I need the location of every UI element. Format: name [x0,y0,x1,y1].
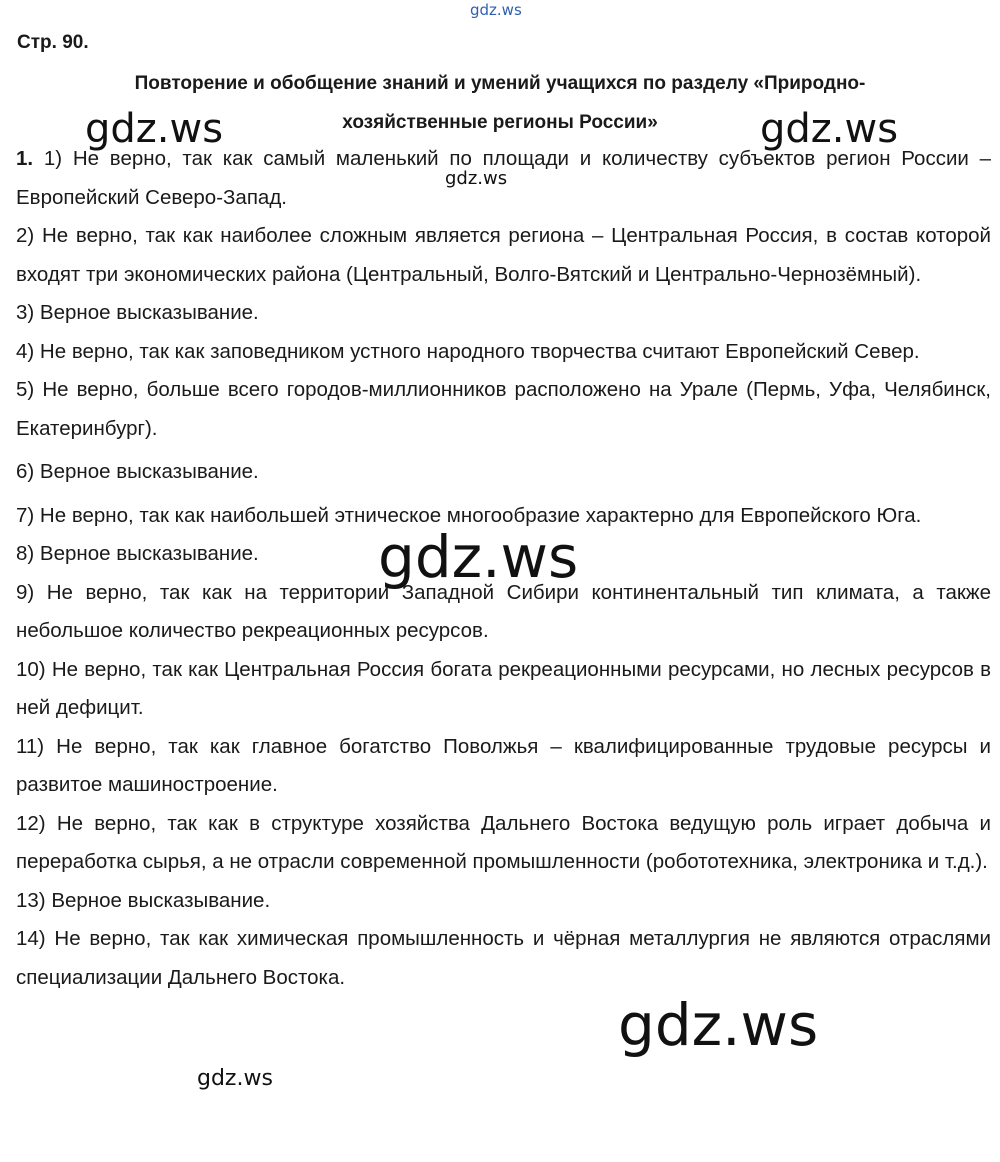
watermark-small-lower: gdz.ws [197,1066,273,1091]
watermark-top: gdz.ws [470,1,522,19]
section-heading-line-1: Повторение и обобщение знаний и умений учащихся по разделу «Природно- [134,73,866,94]
watermark-left: gdz.ws [85,106,224,152]
answer-item-5: 5) Не верно, больше всего городов-миллионников расположено на Урале (Пермь, Уфа, Челябинск, Екатеринбург). [16,378,991,440]
section-heading-line-2: хозяйственные регионы России» [342,112,658,133]
page-title: Стр. 90. [17,32,89,53]
answer-text-1: 1) Не верно, так как самый маленький по площади и количеству субъектов регион России – Европейский Северо-Запад. [16,147,991,209]
answer-item-1 [16,140,991,217]
answer-item-11: 11) Не верно, так как главное богатство Поволжья – квалифицированные трудовые ресурсы и развитое машиностроение. [16,734,991,796]
watermark-right: gdz.ws [760,106,899,152]
answer-list [16,140,991,997]
task-number: 1. [16,147,34,170]
answer-item-12: 12) Не верно, так как в структуре хозяйства Дальнего Востока ведущую роль играет добыча и переработка сырья, а не отрасли современной промышленности (робототехника, электроника и т.д.). [16,811,991,873]
watermark-bottom-right: gdz.ws [618,991,819,1059]
answer-item-3: 3) Верное высказывание. [16,301,259,324]
watermark-center: gdz.ws [378,523,579,591]
answer-item-8: 8) Верное высказывание. [16,542,259,565]
answer-item-4: 4) Не верно, так как заповедником устного народного творчества считают Европейский Север. [16,339,920,363]
answer-item-6: 6) Верное высказывание. [16,460,259,483]
answer-item-14: 14) Не верно, так как химическая промышленность и чёрная металлургия не являются отраслями специализации Дальнего Востока. [16,927,991,989]
answer-item-7: 7) Не верно, так как наибольшей этническое многообразие характерно для Европейского Юга. [16,503,922,527]
section-heading [50,64,950,142]
answer-item-2: 2) Не верно, так как наиболее сложным является региона – Центральная Россия, в состав которой входят три экономических района (Центральный, Волго-Вятский и Центрально-Чернозёмный). [16,224,991,286]
watermark-small-upper: gdz.ws [445,168,508,189]
answer-item-10: 10) Не верно, так как Центральная Россия богата рекреационными ресурсами, но лесных ресурсов в ней дефицит. [16,657,991,719]
answer-item-9: 9) Не верно, так как на территории Западной Сибири континентальный тип климата, а также небольшое количество рекреационных ресурсов. [16,580,991,642]
answer-item-13: 13) Верное высказывание. [16,888,271,912]
